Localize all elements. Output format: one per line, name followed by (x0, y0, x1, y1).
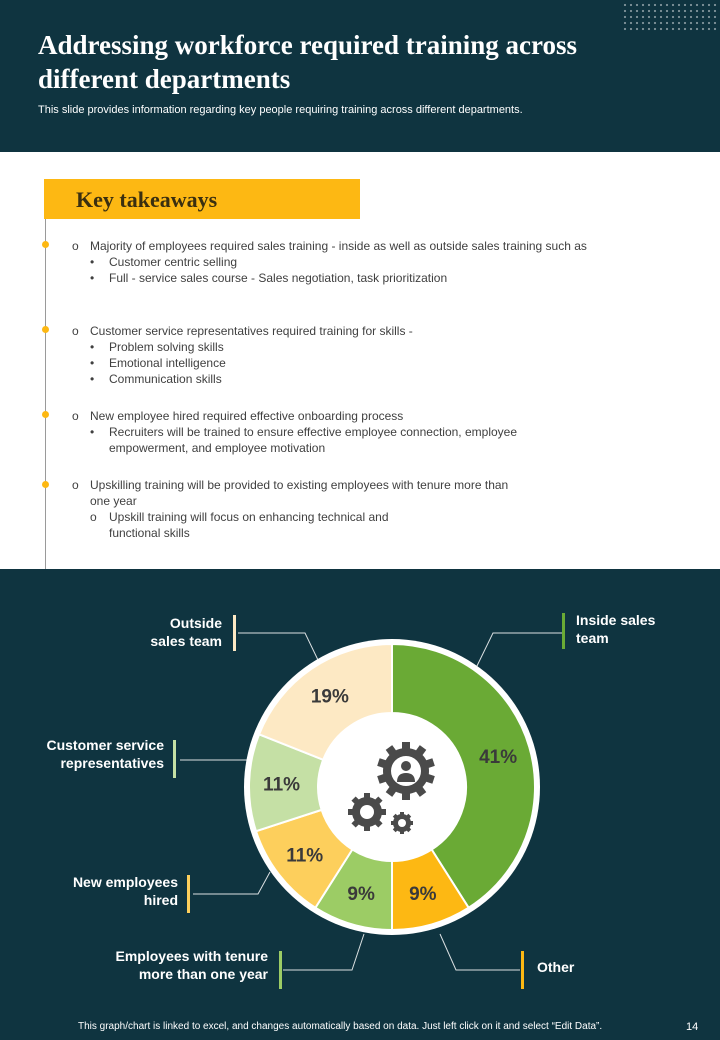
leader-line-outside (238, 633, 318, 660)
takeaway-subpoint: Recruiters will be trained to ensure effective employee connection, employee empowerment, and employee motivation (109, 425, 517, 455)
key-takeaways-banner (44, 179, 360, 219)
takeaway-subpoint: Emotional intelligence (109, 356, 226, 370)
timeline-dot (42, 411, 49, 418)
timeline-dot (42, 481, 49, 488)
timeline-dot (42, 326, 49, 333)
label-accent-outside (233, 615, 236, 651)
label-accent-inside (562, 613, 565, 649)
label-accent-new-hires (187, 875, 190, 913)
leader-line-tenure (283, 934, 364, 970)
donut-value-label: 11% (286, 845, 324, 867)
donut-value-label: 9% (409, 884, 437, 906)
slide-subtitle: This slide provides information regarding key people requiring training across different departments. (38, 104, 523, 116)
donut-value-label: 11% (263, 774, 301, 796)
label-inside-sales-team: Inside sales team (576, 612, 656, 646)
label-outside-sales-team: Outside sales team (150, 615, 222, 649)
donut-chart-section (0, 569, 720, 1040)
takeaway-subpoint: Full - service sales course - Sales negotiation, task prioritization (109, 271, 448, 285)
takeaway-text: Customer service representatives required training for skills - (90, 324, 413, 338)
takeaway-text: Majority of employees required sales training - inside as well as outside sales training such as (90, 239, 587, 253)
leader-line-other (440, 934, 520, 970)
page-number: 14 (686, 1021, 699, 1033)
label-accent-tenure (279, 951, 282, 989)
donut-value-label: 19% (310, 686, 349, 708)
takeaway-item: o New employee hired required effective onboarding process • Recruiters will be trained to ensure effective employee connection, employee empowerment, and employee motivation (72, 409, 517, 455)
key-takeaways-heading: Key takeaways (76, 187, 218, 212)
takeaway-item: o Upskilling training will be provided to existing employees with tenure more than one year o Upskill training will focus on enhancing technical and functional skills (72, 478, 509, 540)
footer-note: This graph/chart is linked to excel, and changes automatically based on data. Just left click on it and select “Edit Data”. (78, 1021, 603, 1032)
timeline-line (45, 219, 46, 569)
label-new-employees-hired: New employees hired (72, 874, 178, 908)
timeline-dot (42, 241, 49, 248)
label-customer-service-representatives: Customer service representatives (46, 737, 164, 771)
takeaway-subpoint: Communication skills (109, 372, 222, 386)
label-accent-other (521, 951, 524, 989)
donut-value-label: 9% (347, 884, 375, 906)
key-takeaways-panel (0, 152, 720, 569)
slide-header (0, 0, 720, 152)
takeaway-item: o Customer service representatives required training for skills - • Problem solving skills • Emotional intelligence • Communication skills (72, 324, 413, 386)
takeaway-text: New employee hired required effective onboarding process (90, 409, 404, 423)
takeaway-item: o Majority of employees required sales training - inside as well as outside sales training such as • Customer centric selling • Full - service sales course - Sales negotiation, task prioritization (72, 239, 587, 285)
leader-line-new-hires (193, 872, 270, 894)
label-employees-tenure: Employees with tenure more than one year (115, 948, 268, 982)
slide-title: Addressing workforce required training across different departments (38, 30, 578, 94)
takeaway-text: Upskilling training will be provided to existing employees with tenure more than one year (90, 478, 509, 508)
leader-line-inside (475, 633, 564, 670)
donut-value-label: 41% (479, 747, 518, 769)
takeaway-subpoint: Upskill training will focus on enhancing technical and functional skills (109, 510, 389, 540)
takeaway-subpoint: Customer centric selling (109, 255, 238, 269)
label-accent-customer (173, 740, 176, 778)
label-other: Other (537, 959, 575, 975)
takeaway-subpoint: Problem solving skills (109, 340, 224, 354)
